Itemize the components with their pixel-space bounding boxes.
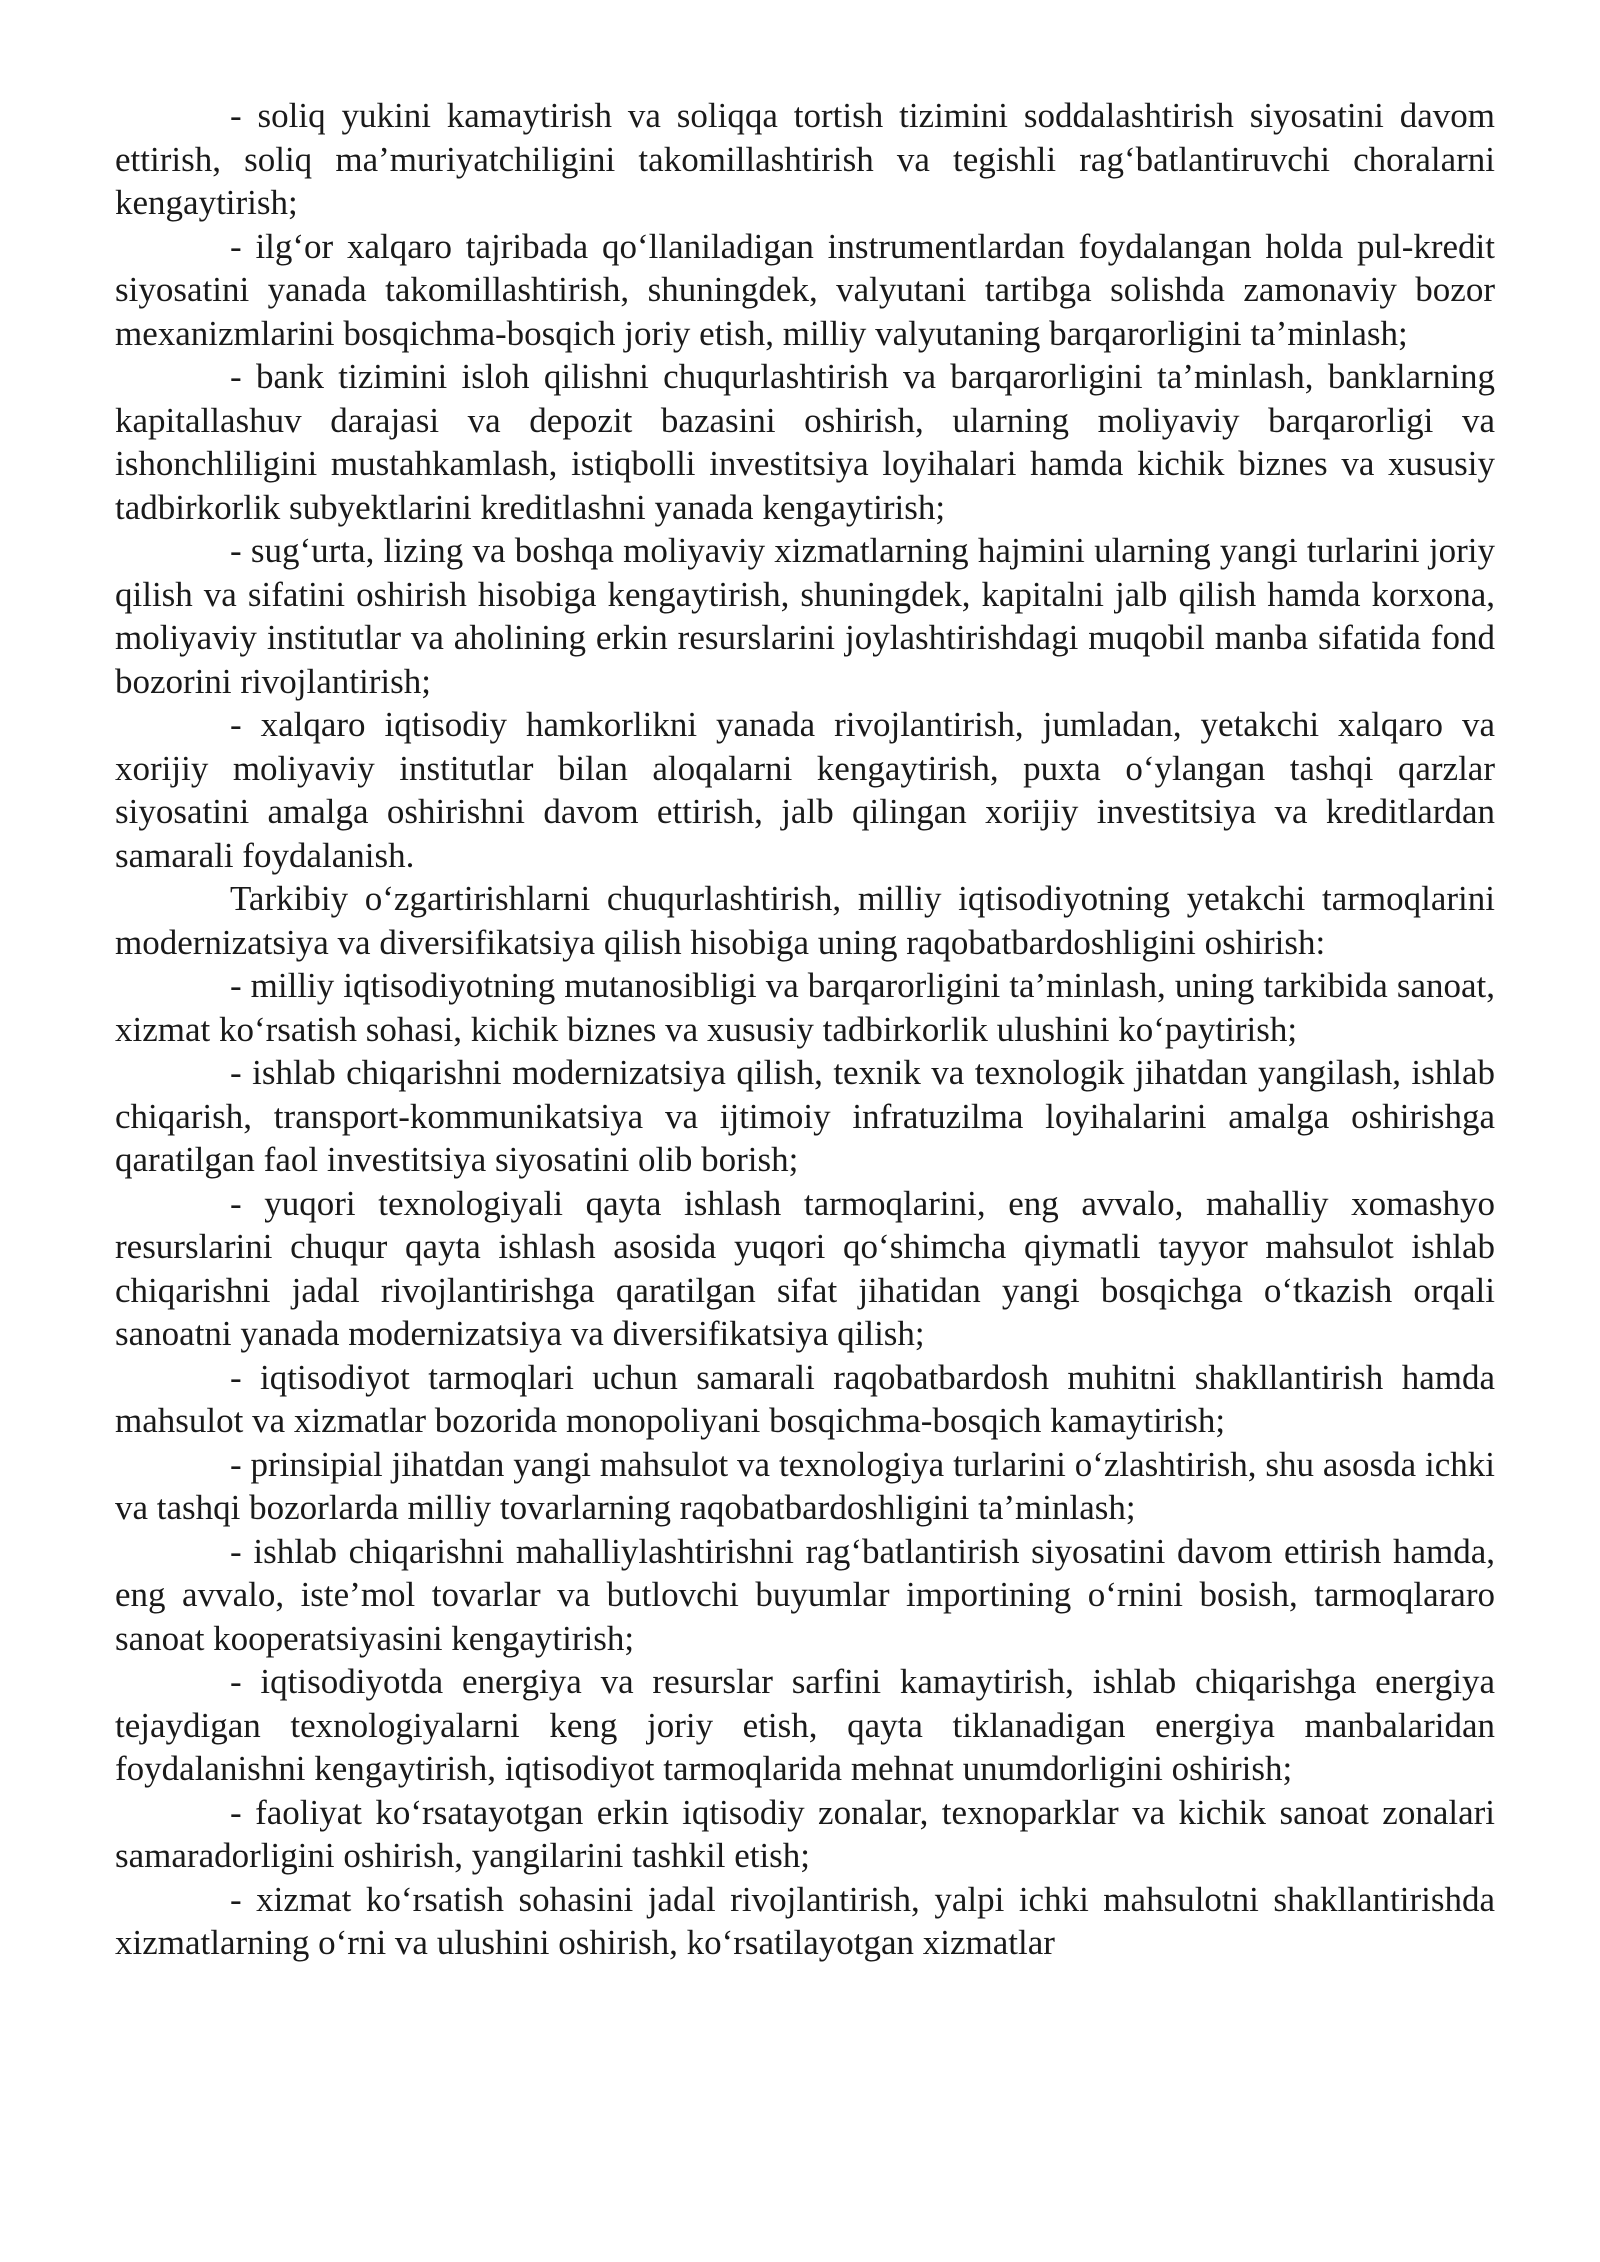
paragraph-structural-reforms-heading: Tarkibiy o‘zgartirishlarni chuqurlashtirish, milliy iqtisodiyotning yetakchi tarmoqlarini modernizatsiya va diversifikatsiya qilish hisobiga uning raqobatbardoshligini oshirish: [115,879,1495,962]
paragraph-new-products: - prinsipial jihatdan yangi mahsulot va texnologiya turlarini o‘zlashtirish, shu asosda ichki va tashqi bozorlarda milliy tovarlarning raqobatbardoshligini ta’minlash; [115,1444,1495,1527]
paragraph-energy-efficiency: - iqtisodiyotda energiya va resurslar sarfini kamaytirish, ishlab chiqarishga energiya tejaydigan texnologiyalarni keng joriy etish, qayta tiklanadigan energiya manbalaridan foydalanishni kengaytirish, iqtisodiyot tarmoqlarida mehnat unumdorligini oshirish; [115,1662,1495,1788]
paragraph-banking-reform: - bank tizimini isloh qilishni chuqurlashtirish va barqarorligini ta’minlash, banklarning kapitallashuv darajasi va depozit bazasini oshirish, ularning moliyaviy barqarorligi va ishonchliligini mustahkamlash, istiqbolli investitsiya loyihalari hamda kichik biznes va xususiy tadbirkorlik subyektlarini kreditlashni yanada kengaytirish; [115,357,1495,527]
paragraph-services-sector: - xizmat ko‘rsatish sohasini jadal rivojlantirish, yalpi ichki mahsulotni shakllantirishda xizmatlarning o‘rni va ulushini oshirish, ko‘rsatilayotgan xizmatlar [115,1879,1495,1962]
paragraph-international-cooperation: - xalqaro iqtisodiy hamkorlikni yanada rivojlantirish, jumladan, yetakchi xalqaro va xorijiy moliyaviy institutlar bilan aloqalarni kengaytirish, puxta o‘ylangan tashqi qarzlar siyosatini amalga oshirishni davom ettirish, jalb qilingan xorijiy investitsiya va kreditlardan samarali foydalanish. [115,705,1495,875]
paragraph-tax-policy: - soliq yukini kamaytirish va soliqqa tortish tizimini soddalashtirish siyosatini davom ettirish, soliq ma’muriyatchiligini takomillashtirish va tegishli rag‘batlantiruvchi choralarni kengaytirish; [115,96,1495,222]
paragraph-economic-balance: - milliy iqtisodiyotning mutanosibligi va barqarorligini ta’minlash, uning tarkibida sanoat, xizmat ko‘rsatish sohasi, kichik biznes va xususiy tadbirkorlik ulushini ko‘paytirish; [115,966,1495,1049]
paragraph-high-tech-processing: - yuqori texnologiyali qayta ishlash tarmoqlarini, eng avvalo, mahalliy xomashyo resurslarini chuqur qayta ishlash asosida yuqori qo‘shimcha qiymatli tayyor mahsulot ishlab chiqarishni jadal rivojlantirishga qaratilgan sifat jihatidan yangi bosqichga o‘tkazish orqali sanoatni yanada modernizatsiya va diversifikatsiya qilish; [115,1183,1495,1353]
paragraph-monetary-policy: - ilg‘or xalqaro tajribada qo‘llaniladigan instrumentlardan foydalangan holda pul-kredit siyosatini yanada takomillashtirish, shuningdek, valyutani tartibga solishda zamonaviy bozor mexanizmlarini bosqichma-bosqich joriy etish, milliy valyutaning barqarorligini ta’minlash; [115,226,1495,353]
paragraph-insurance-leasing: - sug‘urta, lizing va boshqa moliyaviy xizmatlarning hajmini ularning yangi turlarini joriy qilish va sifatini oshirish hisobiga kengaytirish, shuningdek, kapitalni jalb qilish hamda korxona, moliyaviy institutlar va aholining erkin resurslarini joylashtirishdagi muqobil manba sifatida fond bozorini rivojlantirish; [115,531,1495,701]
paragraph-free-economic-zones: - faoliyat ko‘rsatayotgan erkin iqtisodiy zonalar, texnoparklar va kichik sanoat zonalari samaradorligini oshirish, yangilarini tashkil etish; [115,1792,1495,1875]
document-page [115,94,1495,1965]
paragraph-localization: - ishlab chiqarishni mahalliylashtirishni rag‘batlantirish siyosatini davom ettirish hamda, eng avvalo, iste’mol tovarlar va butlovchi buyumlar importining o‘rnini bosish, tarmoqlararo sanoat kooperatsiyasini kengaytirish; [115,1531,1495,1658]
paragraph-production-modernization: - ishlab chiqarishni modernizatsiya qilish, texnik va texnologik jihatdan yangilash, ishlab chiqarish, transport-kommunikatsiya va ijtimoiy infratuzilma loyihalarini amalga oshirishga qaratilgan faol investitsiya siyosatini olib borish; [115,1053,1495,1179]
paragraph-competitive-environment: - iqtisodiyot tarmoqlari uchun samarali raqobatbardosh muhitni shakllantirish hamda mahsulot va xizmatlar bozorida monopoliyani bosqichma-bosqich kamaytirish; [115,1357,1495,1440]
